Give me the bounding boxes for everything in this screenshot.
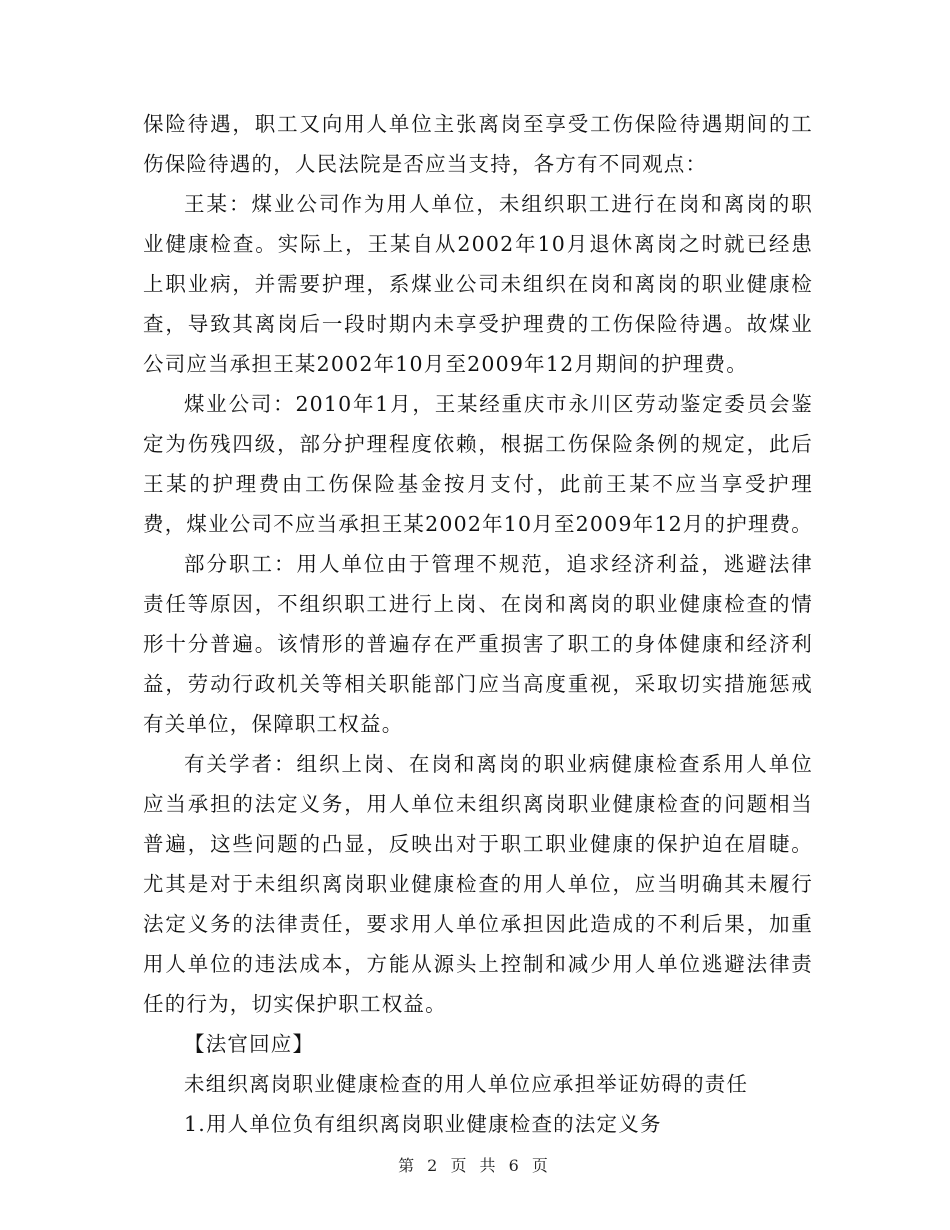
- numbered-point-1: 1.用人单位负有组织离岗职业健康检查的法定义务: [184, 1112, 662, 1136]
- document-body: [143, 104, 813, 1144]
- paragraph-wang-view: 王某：煤业公司作为用人单位，未组织职工进行在岗和离岗的职业健康检查。实际上，王某自从2002年10月退休离岗之时就已经患上职业病，并需要护理，系煤业公司未组织在岗和离岗的职业健康检查，导致其离岗后一段时期内未享受护理费的工伤保险待遇。故煤业公司应当承担王某2002年10月至2009年12月期间的护理费。: [143, 192, 813, 376]
- section-heading-judge-response: 【法官回应】: [184, 1032, 315, 1056]
- page-number-footer: 第 2 页 共 6 页: [398, 1156, 552, 1175]
- paragraph-scholars-view: 有关学者：组织上岗、在岗和离岗的职业病健康检查系用人单位应当承担的法定义务，用人单位未组织离岗职业健康检查的问题相当普遍，这些问题的凸显，反映出对于职工职业健康的保护迫在眉睫。尤其是对于未组织离岗职业健康检查的用人单位，应当明确其未履行法定义务的法律责任，要求用人单位承担因此造成的不利后果，加重用人单位的违法成本，方能从源头上控制和减少用人单位逃避法律责任的行为，切实保护职工权益。: [143, 752, 813, 1016]
- paragraph-company-view: 煤业公司：2010年1月，王某经重庆市永川区劳动鉴定委员会鉴定为伤残四级，部分护理程度依赖，根据工伤保险条例的规定，此后王某的护理费由工伤保险基金按月支付，此前王某不应当享受护理费，煤业公司不应当承担王某2002年10月至2009年12月的护理费。: [143, 392, 814, 536]
- paragraph-workers-view: 部分职工：用人单位由于管理不规范，追求经济利益，逃避法律责任等原因，不组织职工进行上岗、在岗和离岗的职业健康检查的情形十分普遍。该情形的普遍存在严重损害了职工的身体健康和经济利益，劳动行政机关等相关职能部门应当高度重视，采取切实措施惩戒有关单位，保障职工权益。: [143, 552, 813, 736]
- paragraph-intro-continued: 保险待遇，职工又向用人单位主张离岗至享受工伤保险待遇期间的工伤保险待遇的，人民法院是否应当支持，各方有不同观点：: [143, 112, 813, 176]
- section-subtitle: 未组织离岗职业健康检查的用人单位应承担举证妨碍的责任: [184, 1072, 749, 1096]
